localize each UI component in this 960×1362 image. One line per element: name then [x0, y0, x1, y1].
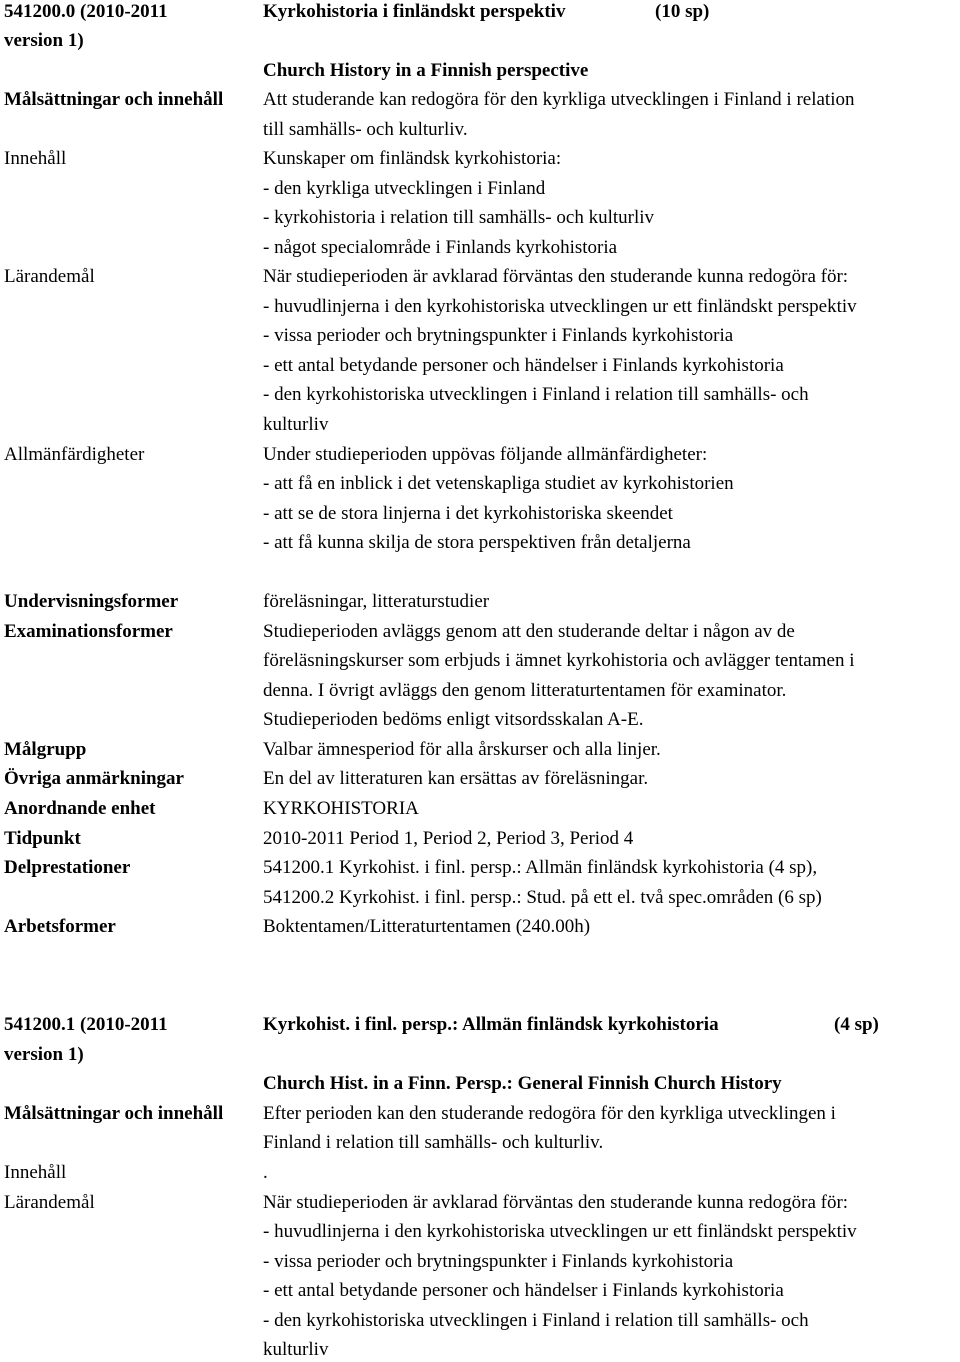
target-group-label: Målgrupp: [4, 739, 87, 760]
learning-outcomes-line: kulturliv: [263, 414, 329, 435]
teaching-forms-value: föreläsningar, litteraturstudier: [263, 591, 490, 612]
course-credits: (10 sp): [655, 1, 710, 22]
course-version: version 1): [4, 1044, 84, 1065]
content-label: Innehåll: [4, 1162, 67, 1183]
other-remarks-label: Övriga anmärkningar: [4, 768, 184, 789]
content-label: Innehåll: [4, 148, 67, 169]
exam-forms-line: Studieperioden avläggs genom att den studerande deltar i någon av de: [263, 621, 795, 642]
organizing-unit-value: KYRKOHISTORIA: [263, 798, 419, 819]
course-title-en: Church History in a Finnish perspective: [263, 60, 589, 81]
sub-assignment-line: 541200.2 Kyrkohist. i finl. persp.: Stud. på ett el. två spec.områden (6 sp): [263, 887, 822, 908]
course-credits: (4 sp): [834, 1014, 879, 1035]
learning-outcomes-line: - vissa perioder och brytningspunkter i Finlands kyrkohistoria: [263, 325, 734, 346]
learning-outcomes-line: När studieperioden är avklarad förväntas den studerande kunna redogöra för:: [263, 266, 849, 287]
goals-label: Målsättningar och innehåll: [4, 89, 224, 110]
content-line: Kunskaper om finländsk kyrkohistoria:: [263, 148, 562, 169]
general-skills-line: - att se de stora linjerna i det kyrkohistoriska skeendet: [263, 503, 673, 524]
content-line: - något specialområde i Finlands kyrkohistoria: [263, 237, 618, 258]
content-value: .: [263, 1162, 268, 1183]
goals-label: Målsättningar och innehåll: [4, 1103, 224, 1124]
course-version: version 1): [4, 30, 84, 51]
learning-outcomes-line: kulturliv: [263, 1339, 329, 1360]
content-line: - den kyrkliga utvecklingen i Finland: [263, 178, 546, 199]
general-skills-line: Under studieperioden uppövas följande allmänfärdigheter:: [263, 444, 708, 465]
course-title-sv: Kyrkohist. i finl. persp.: Allmän finländsk kyrkohistoria: [263, 1014, 719, 1035]
sub-assignment-line: 541200.1 Kyrkohist. i finl. persp.: Allmän finländsk kyrkohistoria (4 sp),: [263, 857, 818, 878]
exam-forms-line: föreläsningskurser som erbjuds i ämnet kyrkohistoria och avlägger tentamen i: [263, 650, 855, 671]
learning-outcomes-line: När studieperioden är avklarad förväntas den studerande kunna redogöra för:: [263, 1192, 849, 1213]
general-skills-line: - att få en inblick i det vetenskapliga studiet av kyrkohistorien: [263, 473, 734, 494]
goals-line: Finland i relation till samhälls- och kulturliv.: [263, 1132, 604, 1153]
course-code: 541200.0 (2010-2011: [4, 1, 168, 22]
content-line: - kyrkohistoria i relation till samhälls- och kulturliv: [263, 207, 655, 228]
sub-assignments-label: Delprestationer: [4, 857, 131, 878]
organizing-unit-label: Anordnande enhet: [4, 798, 156, 819]
timing-label: Tidpunkt: [4, 828, 81, 849]
course-title-en: Church Hist. in a Finn. Persp.: General Finnish Church History: [263, 1073, 782, 1094]
work-forms-label: Arbetsformer: [4, 916, 116, 937]
goals-line: till samhälls- och kulturliv.: [263, 119, 468, 140]
teaching-forms-label: Undervisningsformer: [4, 591, 179, 612]
exam-forms-line: denna. I övrigt avläggs den genom litteraturtentamen för examinator.: [263, 680, 787, 701]
other-remarks-value: En del av litteraturen kan ersättas av föreläsningar.: [263, 768, 649, 789]
learning-outcomes-line: - den kyrkohistoriska utvecklingen i Finland i relation till samhälls- och: [263, 384, 809, 405]
exam-forms-line: Studieperioden bedöms enligt vitsordsskalan A-E.: [263, 709, 644, 730]
learning-outcomes-line: - huvudlinjerna i den kyrkohistoriska utvecklingen ur ett finländskt perspektiv: [263, 1221, 857, 1242]
general-skills-label: Allmänfärdigheter: [4, 444, 145, 465]
learning-outcomes-line: - ett antal betydande personer och händelser i Finlands kyrkohistoria: [263, 355, 784, 376]
target-group-value: Valbar ämnesperiod för alla årskurser och alla linjer.: [263, 739, 661, 760]
learning-outcomes-line: - vissa perioder och brytningspunkter i Finlands kyrkohistoria: [263, 1251, 734, 1272]
work-forms-value: Boktentamen/Litteraturtentamen (240.00h): [263, 916, 591, 937]
goals-line: Efter perioden kan den studerande redogöra för den kyrkliga utvecklingen i: [263, 1103, 836, 1124]
learning-outcomes-line: - den kyrkohistoriska utvecklingen i Finland i relation till samhälls- och: [263, 1310, 809, 1331]
course-title-sv: Kyrkohistoria i finländskt perspektiv: [263, 1, 566, 22]
course-code: 541200.1 (2010-2011: [4, 1014, 168, 1035]
timing-value: 2010-2011 Period 1, Period 2, Period 3, Period 4: [263, 828, 634, 849]
exam-forms-label: Examinationsformer: [4, 621, 173, 642]
general-skills-line: - att få kunna skilja de stora perspektiven från detaljerna: [263, 532, 691, 553]
learning-outcomes-line: - ett antal betydande personer och händelser i Finlands kyrkohistoria: [263, 1280, 784, 1301]
learning-outcomes-line: - huvudlinjerna i den kyrkohistoriska utvecklingen ur ett finländskt perspektiv: [263, 296, 857, 317]
goals-line: Att studerande kan redogöra för den kyrkliga utvecklingen i Finland i relation: [263, 89, 855, 110]
learning-outcomes-label: Lärandemål: [4, 1192, 95, 1213]
learning-outcomes-label: Lärandemål: [4, 266, 95, 287]
